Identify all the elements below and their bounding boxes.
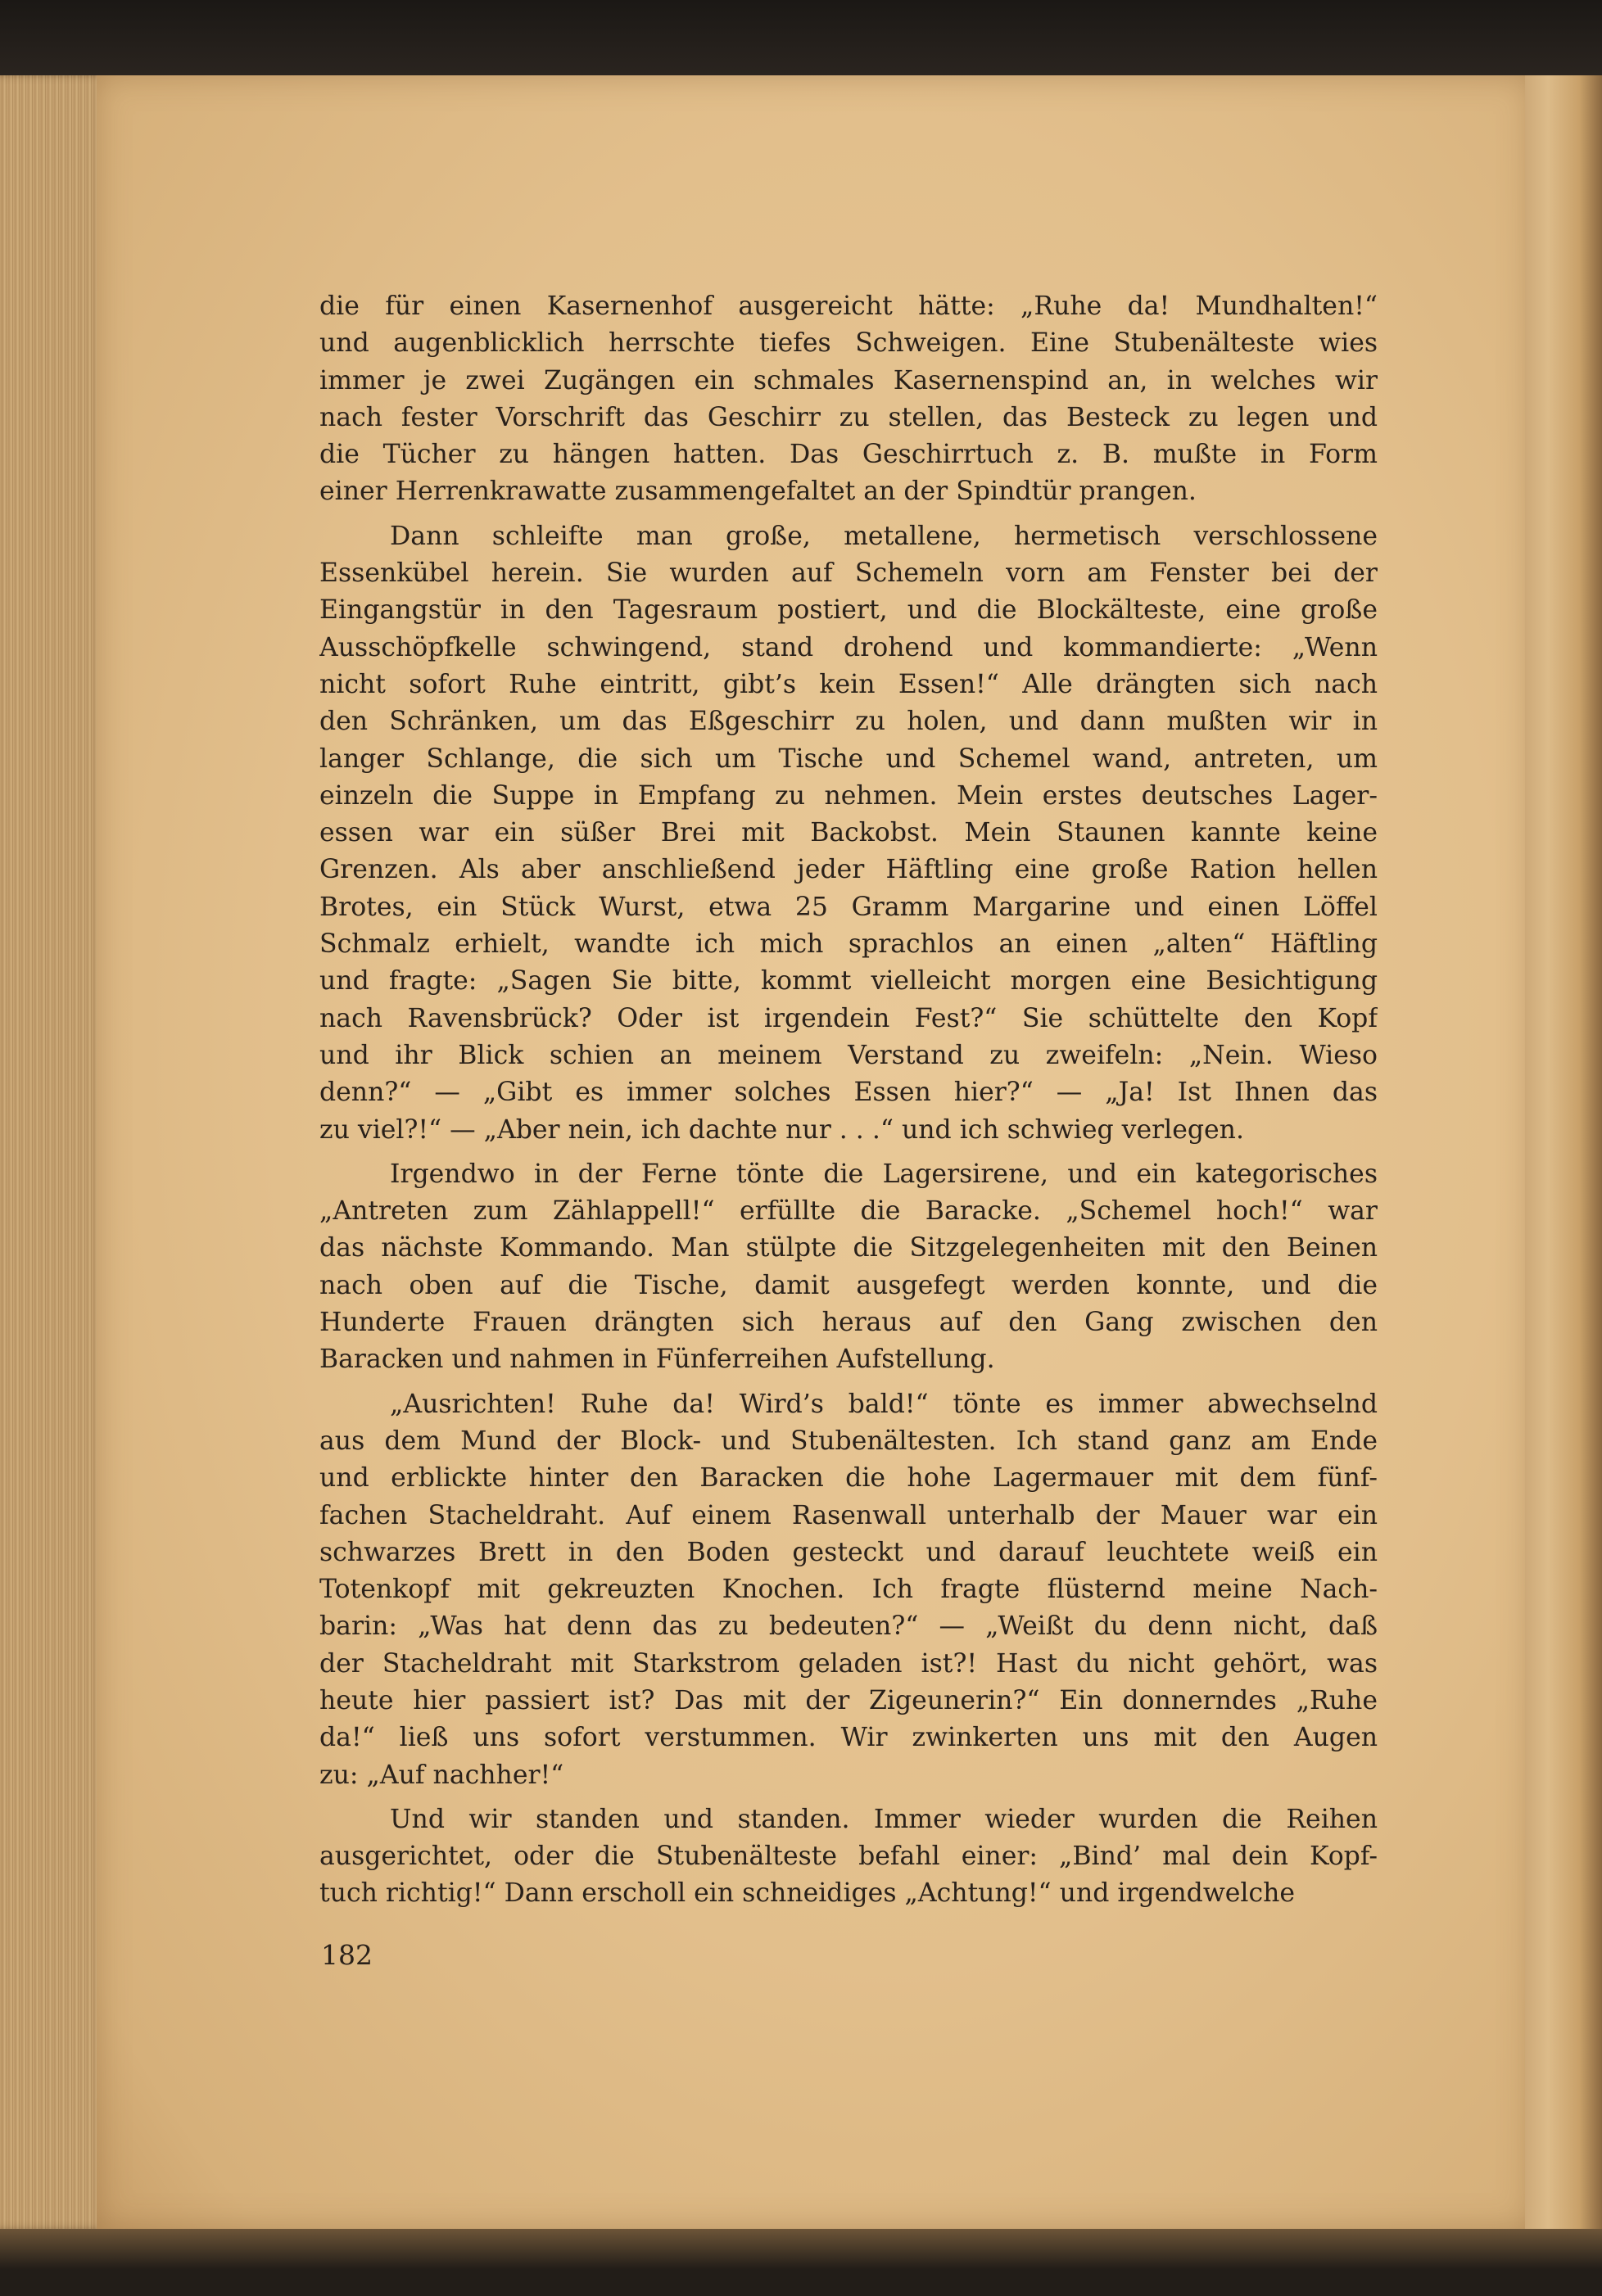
page-number: 182 (321, 1939, 373, 1971)
text-line: das nächste Kommando. Man stülpte die Sitzgelegenheiten mit den Beinen (319, 1233, 1378, 1263)
text-line: und ihr Blick schien an meinem Verstand zu zweifeln: „Nein. Wieso (319, 1040, 1378, 1070)
text-line: nicht sofort Ruhe eintritt, gibt’s kein Essen!“ Alle drängten sich nach (319, 669, 1378, 699)
paragraph (319, 1386, 1378, 1794)
text-line: der Stacheldraht mit Starkstrom geladen ist?! Hast du nicht gehört, was (319, 1648, 1378, 1679)
cover-board-edge (1525, 75, 1602, 2229)
text-line: nach oben auf die Tische, damit ausgefegt werden konnte, und die (319, 1270, 1378, 1300)
text-line: Schmalz erhielt, wandte ich mich sprachlos an einen „alten“ Häftling (319, 929, 1378, 960)
text-line: ausgerichtet, oder die Stubenälteste befahl einer: „Bind’ mal dein Kopf- (319, 1842, 1378, 1872)
text-line: fachen Stacheldraht. Auf einem Rasenwall unterhalb der Mauer war ein (319, 1500, 1378, 1530)
text-line: denn?“ — „Gibt es immer solches Essen hier?“ — „Ja! Ist Ihnen das (319, 1078, 1378, 1108)
text-line: zu viel?!“ — „Aber nein, ich dachte nur . . .“ und ich schwieg verlegen. (319, 1114, 1244, 1145)
text-line: nach Ravensbrück? Oder ist irgendein Fest?“ Sie schüttelte den Kopf (319, 1003, 1378, 1033)
text-line: aus dem Mund der Block- und Stubenältesten. Ich stand ganz am Ende (319, 1426, 1378, 1456)
text-line: Totenkopf mit gekreuzten Knochen. Ich fragte flüsternd meine Nach- (319, 1575, 1378, 1605)
text-line: und fragte: „Sagen Sie bitte, kommt vielleicht morgen eine Besichtigung (319, 966, 1378, 997)
text-line: Grenzen. Als aber anschließend jeder Häftling eine große Ration hellen (319, 855, 1378, 885)
text-line: nach fester Vorschrift das Geschirr zu stellen, das Besteck zu legen und (319, 402, 1378, 432)
text-line: heute hier passiert ist? Das mit der Zigeunerin?“ Ein donnerndes „Ruhe (319, 1685, 1378, 1715)
text-line: Und wir standen und standen. Immer wieder wurden die Reihen (390, 1804, 1378, 1834)
text-line: Eingangstür in den Tagesraum postiert, und die Blockälteste, eine große (319, 595, 1378, 626)
page-stack-edge (0, 75, 106, 2229)
paragraph (319, 288, 1378, 511)
text-line: immer je zwei Zugängen ein schmales Kasernenspind an, in welches wir (319, 365, 1378, 395)
text-line: Dann schleifte man große, metallene, hermetisch verschlossene (390, 521, 1378, 551)
text-line: schwarzes Brett in den Boden gesteckt und darauf leuchtete weiß ein (319, 1537, 1378, 1567)
text-line: einer Herrenkrawatte zusammengefaltet an der Spindtür prangen. (319, 477, 1197, 507)
scan-background-bottom (0, 2229, 1602, 2296)
text-line: „Antreten zum Zählappell!“ erfüllte die Baracke. „Schemel hoch!“ war (319, 1196, 1378, 1227)
text-line: einzeln die Suppe in Empfang zu nehmen. Mein erstes deutsches Lager- (319, 780, 1378, 811)
text-line: und augenblicklich herrschte tiefes Schweigen. Eine Stubenälteste wies (319, 328, 1378, 359)
text-line: langer Schlange, die sich um Tische und Schemel wand, antreten, um (319, 743, 1378, 774)
text-line: barin: „Was hat denn das zu bedeuten?“ — „Weißt du denn nicht, daß (319, 1611, 1378, 1642)
text-line: Essenkübel herein. Sie wurden auf Schemeln vorn am Fenster bei der (319, 558, 1378, 589)
text-line: Irgendwo in der Ferne tönte die Lagersirene, und ein kategorisches (390, 1159, 1378, 1189)
text-line: und erblickte hinter den Baracken die hohe Lagermauer mit dem fünf- (319, 1463, 1378, 1494)
paragraph (319, 518, 1378, 1149)
text-line: da!“ ließ uns sofort verstummen. Wir zwinkerten uns mit den Augen (319, 1723, 1378, 1753)
text-line: essen war ein süßer Brei mit Backobst. Mein Staunen kannte keine (319, 818, 1378, 848)
text-line: zu: „Auf nachher!“ (319, 1760, 564, 1790)
text-line: Brotes, ein Stück Wurst, etwa 25 Gramm Margarine und einen Löffel (319, 892, 1378, 922)
text-line: die für einen Kasernenhof ausgereicht hätte: „Ruhe da! Mundhalten!“ (319, 292, 1378, 321)
paragraph (319, 1801, 1378, 1913)
text-line: Hunderte Frauen drängten sich heraus auf den Gang zwischen den (319, 1308, 1378, 1338)
scan-background-top (0, 0, 1602, 75)
text-line: Ausschöpfkelle schwingend, stand drohend und kommandierte: „Wenn (319, 632, 1378, 662)
text-line: Baracken und nahmen in Fünferreihen Aufstellung. (319, 1345, 995, 1375)
text-line: „Ausrichten! Ruhe da! Wird’s bald!“ tönte es immer abwechselnd (390, 1389, 1378, 1419)
text-line: den Schränken, um das Eßgeschirr zu holen, und dann mußten wir in (319, 707, 1378, 737)
body-text (319, 288, 1378, 1920)
paragraph (319, 1156, 1378, 1379)
text-line: die Tücher zu hängen hatten. Das Geschirrtuch z. B. mußte in Form (319, 440, 1378, 470)
text-line: tuch richtig!“ Dann erscholl ein schneidiges „Achtung!“ und irgendwelche (319, 1878, 1296, 1909)
